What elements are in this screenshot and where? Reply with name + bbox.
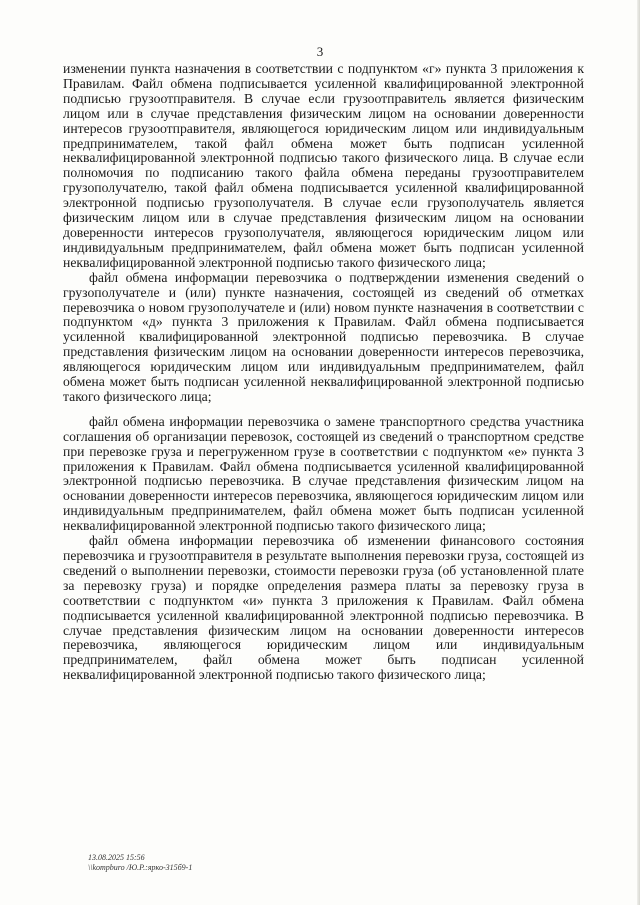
paragraph-3: файл обмена информации перевозчика о замене транспортного средства участника соглашения об организации перевозок, состоящей из сведений о транспортном средстве при перевозке груза и перегруженном грузе в соответствии с подпунктом «е» пункта 3 приложения к Правилам. Файл обмена подписывается усиленной квалифицированной электронной подписью перевозчика. В случае представления физическим лицом на основании доверенности интересов перевозчика, являющегося юридическим лицом или индивидуальным предпринимателем, файл обмена может быть подписан усиленной неквалифицированной электронной подписью такого физического лица; — [63, 413, 584, 534]
paragraph-2: файл обмена информации перевозчика о подтверждении изменения сведений о грузополучателе и (или) пункте назначения, состоящей из сведений об отметках перевозчика о новом грузополучателе и (или) новом пункте назначения в соответствии с подпунктом «д» пункта 3 приложения к Правилам. Файл обмена подписывается усиленной квалифицированной электронной подписью перевозчика. В случае представления физическим лицом на основании доверенности интересов перевозчика, являющегося юридическим лицом или индивидуальным предпринимателем, файл обмена может быть подписан усиленной неквалифицированной электронной подписью такого физического лица; — [63, 269, 584, 404]
page-number: 3 — [316, 44, 324, 59]
paragraph-4: файл обмена информации перевозчика об изменении финансового состояния перевозчика и грузоотправителя в результате выполнения перевозки груза, состоящей из сведений о выполнении перевозки, стоимости перевозки груза (об установленной плате за перевозку груза) и порядке определения размера платы за перевозку груза в соответствии с подпунктом «и» пункта 3 приложения к Правилам. Файл обмена подписывается усиленной квалифицированной электронной подписью перевозчика. В случае представления физическим лицом на основании доверенности интересов перевозчика, являющегося юридическим лицом или индивидуальным предпринимателем, файл обмена может быть подписан усиленной неквалифицированной электронной подписью такого физического лица; — [63, 533, 584, 683]
footer-date: 13.08.2025 15:56 — [88, 853, 145, 862]
paragraph-1: изменении пункта назначения в соответствии с подпунктом «г» пункта 3 приложения к Правилам. Файл обмена подписывается усиленной квалифицированной электронной подписью грузоотправителя. В случае если грузоотправитель является физическим лицом или в случае представления физическим лицом на основании доверенности интересов грузоотправителя, являющегося юридическим лицом или индивидуальным предпринимателем, такой файл обмена может быть подписан усиленной неквалифицированной электронной подписью такого физического лица. В случае если полномочия по подписанию такого файла обмена переданы грузоотправителем грузополучателю, такой файл обмена подписывается усиленной квалифицированной электронной подписью грузополучателя. В случае если грузополучатель является физическим лицом или в случае представления физическим лицом на основании доверенности интересов грузополучателя, являющегося юридическим лицом или индивидуальным предпринимателем, файл обмена может быть подписан усиленной неквалифицированной электронной подписью такого физического лица; — [63, 61, 584, 270]
document-body — [63, 62, 584, 683]
document-footer — [88, 853, 192, 873]
footer-file-path: \\kompburo /Ю.Р.:ярко-315б9-1 — [88, 863, 193, 872]
